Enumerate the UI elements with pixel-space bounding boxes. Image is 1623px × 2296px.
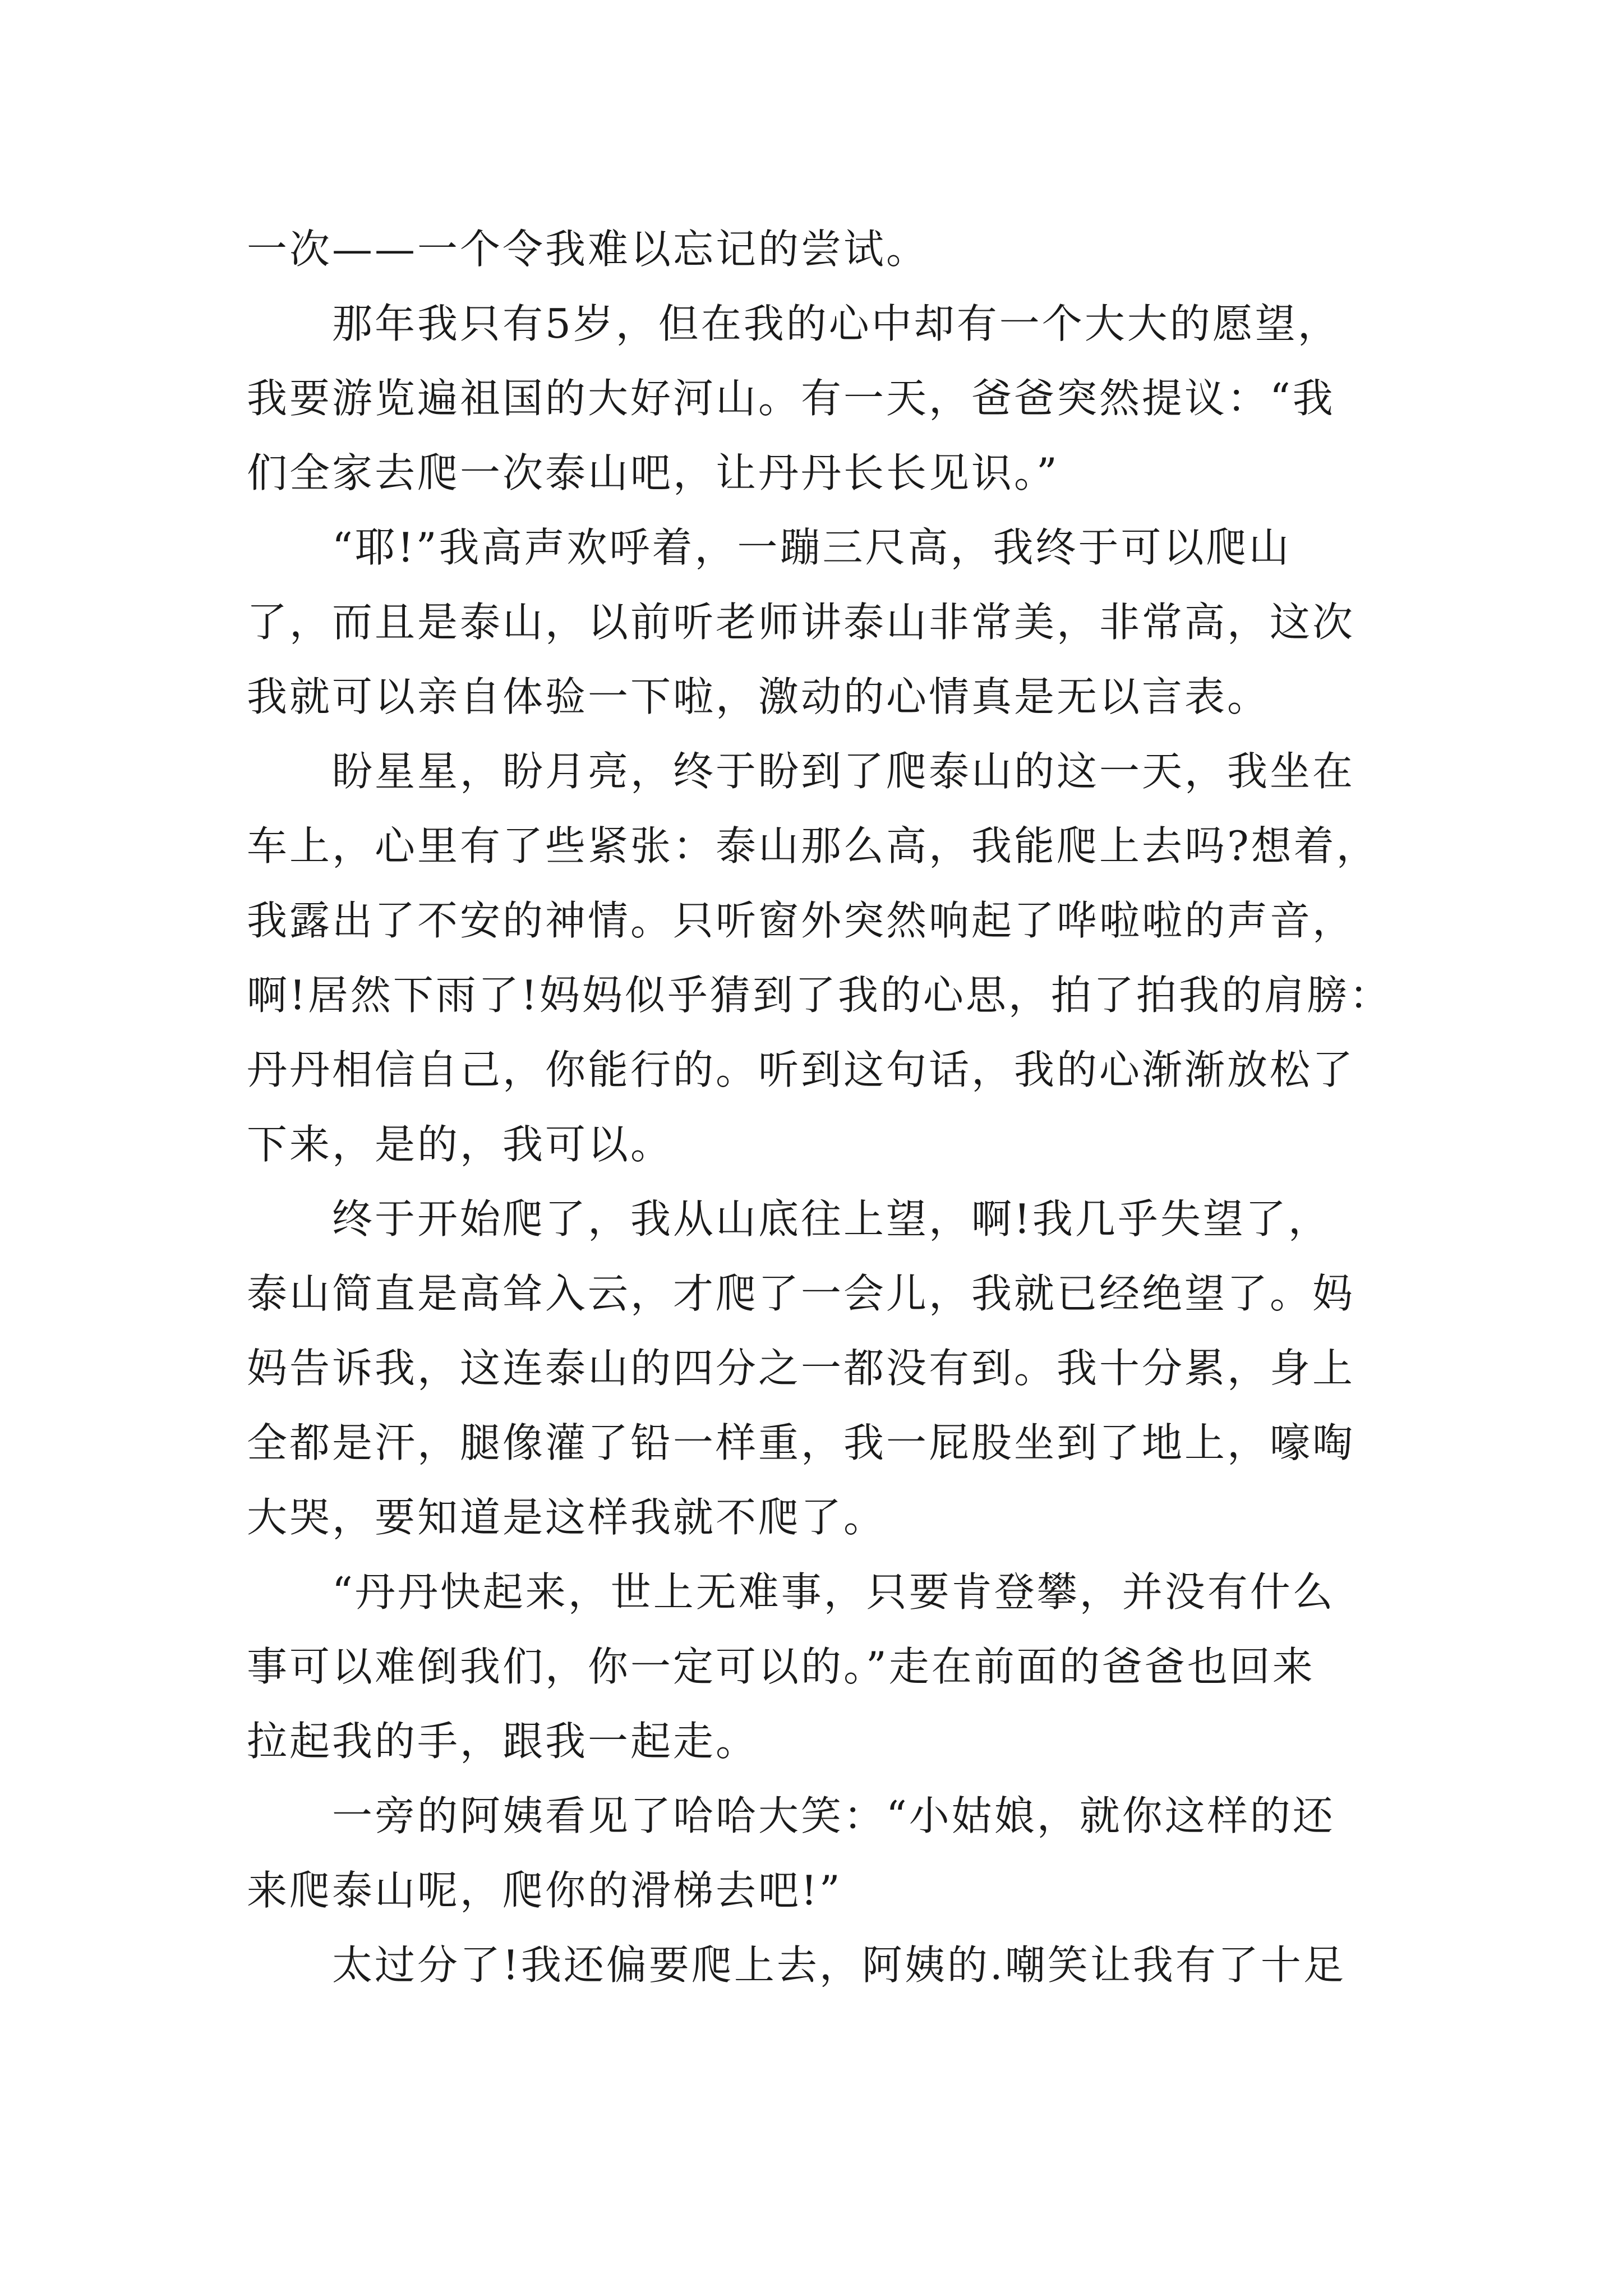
text-line: 来爬泰山呢，爬你的滑梯去吧!” [247, 1867, 842, 1914]
text-line: 妈告诉我，这连泰山的四分之一都没有到。我十分累，身上 [247, 1345, 1355, 1392]
text-line: 我就可以亲自体验一下啦，激动的心情真是无以言表。 [247, 673, 1270, 720]
text-line: 啊!居然下雨了!妈妈似乎猜到了我的心思，拍了拍我的肩膀： [247, 972, 1392, 1019]
text-line: 丹丹相信自己，你能行的。听到这句话，我的心渐渐放松了 [247, 1046, 1355, 1093]
text-line: 拉起我的手，跟我一起走。 [247, 1718, 759, 1765]
text-line: “耶!”我高声欢呼着，一蹦三尺高，我终于可以爬山 [247, 524, 1292, 571]
text-line: 那年我只有5岁，但在我的心中却有一个大大的愿望， [247, 300, 1340, 347]
text-line: 事可以难倒我们，你一定可以的。”走在前面的爸爸也回来 [247, 1643, 1315, 1690]
text-line: 们全家去爬一次泰山吧，让丹丹长长见识。” [247, 449, 1059, 496]
text-line: 我露出了不安的神情。只听窗外突然响起了哗啦啦的声音， [247, 897, 1355, 944]
text-line: 太过分了!我还偏要爬上去，阿姨的.嘲笑让我有了十足 [247, 1941, 1346, 1989]
article-body [247, 212, 1392, 2003]
text-line: 终于开始爬了，我从山底往上望，啊!我几乎失望了， [247, 1195, 1331, 1243]
text-line: 全都是汗，腿像灌了铅一样重，我一屁股坐到了地上，嚎啕 [247, 1419, 1355, 1466]
text-line: 下来，是的，我可以。 [247, 1121, 674, 1168]
text-line: 大哭，要知道是这样我就不爬了。 [247, 1494, 887, 1541]
text-line: 盼星星，盼月亮，终于盼到了爬泰山的这一天，我坐在 [247, 748, 1355, 795]
text-line: 了，而且是泰山，以前听老师讲泰山非常美，非常高，这次 [247, 599, 1355, 646]
text-line: 一旁的阿姨看见了哈哈大笑：“小姑娘，就你这样的还 [247, 1792, 1335, 1839]
text-line: 一次——一个令我难以忘记的尝试。 [247, 226, 929, 273]
text-line: 我要游览遍祖国的大好河山。有一天，爸爸突然提议：“我 [247, 375, 1335, 422]
text-line: 泰山简直是高耸入云，才爬了一会儿，我就已经绝望了。妈 [247, 1270, 1355, 1317]
text-line: 车上，心里有了些紧张：泰山那么高，我能爬上去吗?想着， [247, 822, 1379, 869]
text-line: “丹丹快起来，世上无难事，只要肯登攀，并没有什么 [247, 1568, 1335, 1616]
